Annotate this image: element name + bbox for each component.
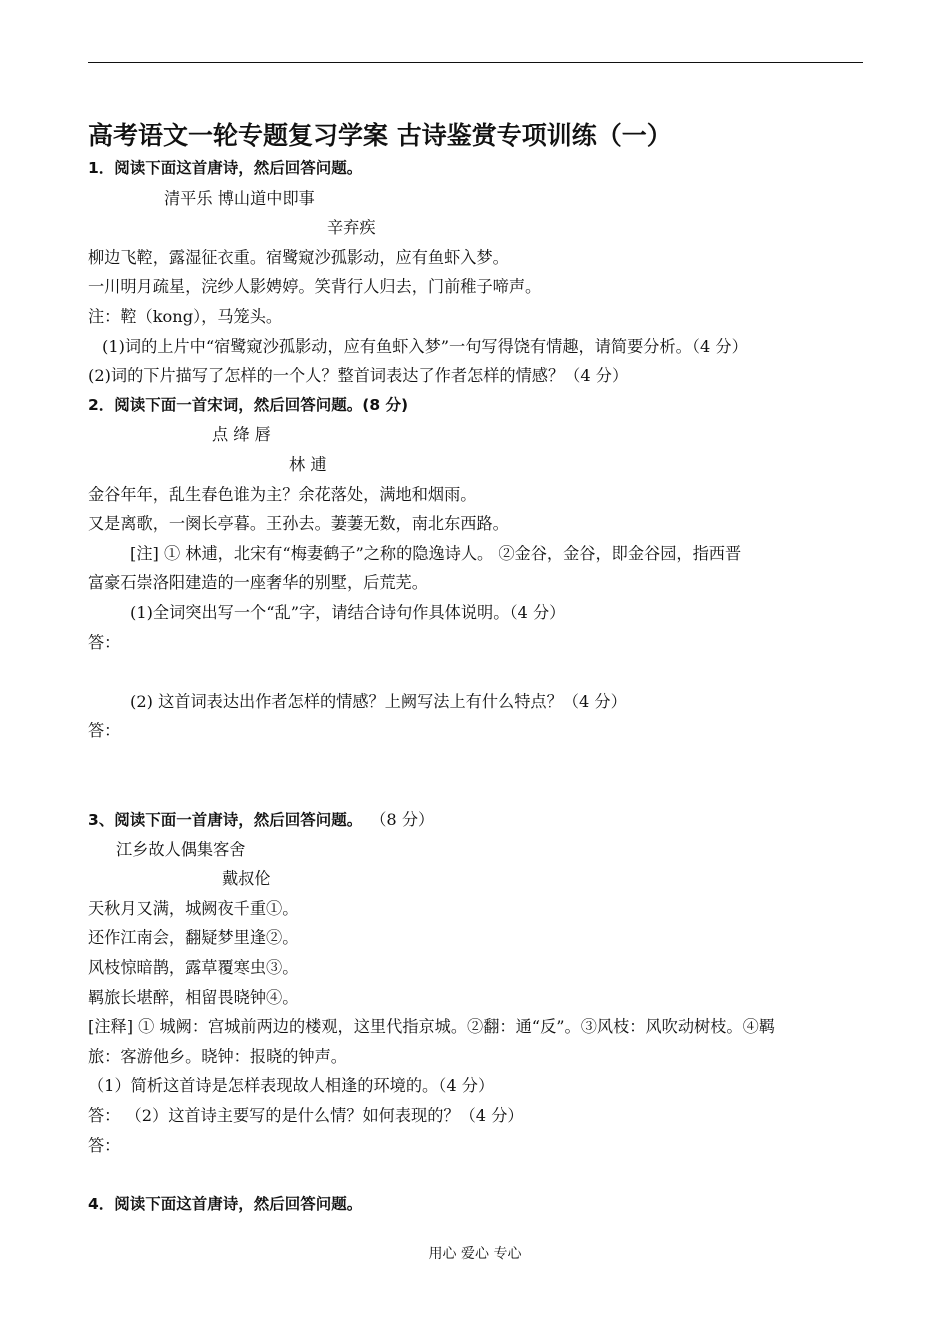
q2-poem-title: 点 绛 唇 — [212, 425, 271, 445]
q1-question-2: (2)词的下片描写了怎样的一个人？整首词表达了作者怎样的情感？（4 分） — [88, 366, 629, 386]
q3-question-1: （1）简析这首诗是怎样表现故人相逢的环境的。（4 分） — [88, 1076, 495, 1096]
q1-note: 注：鞚（kong），马笼头。 — [88, 306, 283, 326]
q2-question-2: (2) 这首词表达出作者怎样的情感？上阙写法上有什么特点？（4 分） — [130, 691, 627, 711]
document-body — [88, 118, 863, 1219]
q1-poem-title: 清平乐 博山道中即事 — [164, 188, 315, 208]
page-footer: 用心 爱心 专心 — [428, 1246, 522, 1262]
q3-poem-line: 还作江南会，翻疑梦里逢②。 — [88, 928, 299, 948]
q4-prompt: 4．阅读下面这首唐诗，然后回答问题。 — [88, 1194, 363, 1213]
q2-answer-2: 答： — [88, 721, 121, 741]
q1-poem-line: 一川明月疏星，浣纱人影娉婷。笑背行人归去，门前稚子啼声。 — [88, 277, 542, 297]
q3-author: 戴叔伦 — [222, 869, 271, 889]
q2-answer-1: 答： — [88, 632, 121, 652]
q3-poem-line: 羁旅长堪醉，相留畏晓钟④。 — [88, 987, 299, 1007]
answer-space — [88, 657, 863, 687]
q3-prompt: 3、阅读下面一首唐诗，然后回答问题。 — [88, 811, 363, 830]
page-title: 高考语文一轮专题复习学案 古诗鉴赏专项训练（一） — [88, 121, 672, 150]
q1-question-1: (1)词的上片中“宿鹭窥沙孤影动，应有鱼虾入梦”一句写得饶有情趣，请简要分析。（4 分） — [102, 336, 748, 356]
q3-poem-title: 江乡故人偶集客舍 — [116, 839, 246, 859]
q2-poem-line: 金谷年年，乱生春色谁为主？余花落处，满地和烟雨。 — [88, 484, 477, 504]
q3-note: [注释] ① 城阙：宫城前两边的楼观，这里代指京城。②翻：通“反”。③风枝：风吹动树枝。④羁 — [88, 1017, 775, 1037]
q2-author: 林 逋 — [289, 454, 327, 474]
answer-space — [88, 746, 863, 805]
q3-poem-line: 风枝惊暗鹊，露草覆寒虫③。 — [88, 958, 299, 978]
q3-prompt-line — [88, 805, 863, 835]
q2-note: [注] ① 林逋，北宋有“梅妻鹤子”之称的隐逸诗人。 ②金谷，金谷，即金谷园，指西晋 — [130, 543, 742, 563]
q1-author: 辛弃疾 — [327, 218, 376, 238]
q1-prompt: 1．阅读下面这首唐诗，然后回答问题。 — [88, 159, 363, 177]
q2-poem-line: 又是离歌，一阕长亭暮。王孙去。萋萋无数，南北东西路。 — [88, 514, 509, 534]
q2-prompt: 2．阅读下面一首宋词，然后回答问题。(8 分) — [88, 395, 409, 414]
answer-space — [88, 1160, 863, 1190]
q2-question-1: (1)全词突出写一个“乱”字，请结合诗句作具体说明。（4 分） — [130, 602, 566, 622]
q1-poem-line: 柳边飞鞚，露湿征衣重。宿鹭窥沙孤影动，应有鱼虾入梦。 — [88, 247, 509, 267]
q3-note-cont: 旅：客游他乡。晓钟：报晓的钟声。 — [88, 1046, 347, 1066]
q2-note-cont: 富豪石崇洛阳建造的一座奢华的别墅，后荒芜。 — [88, 573, 428, 593]
header-rule — [88, 62, 863, 63]
q3-points: （8 分） — [378, 810, 435, 830]
q3-poem-line: 天秋月又满，城阙夜千重①。 — [88, 898, 299, 918]
q3-answer-1-question-2: 答： （2）这首诗主要写的是什么情？如何表现的？（4 分） — [88, 1106, 524, 1125]
q3-answer-2: 答： — [88, 1135, 121, 1155]
